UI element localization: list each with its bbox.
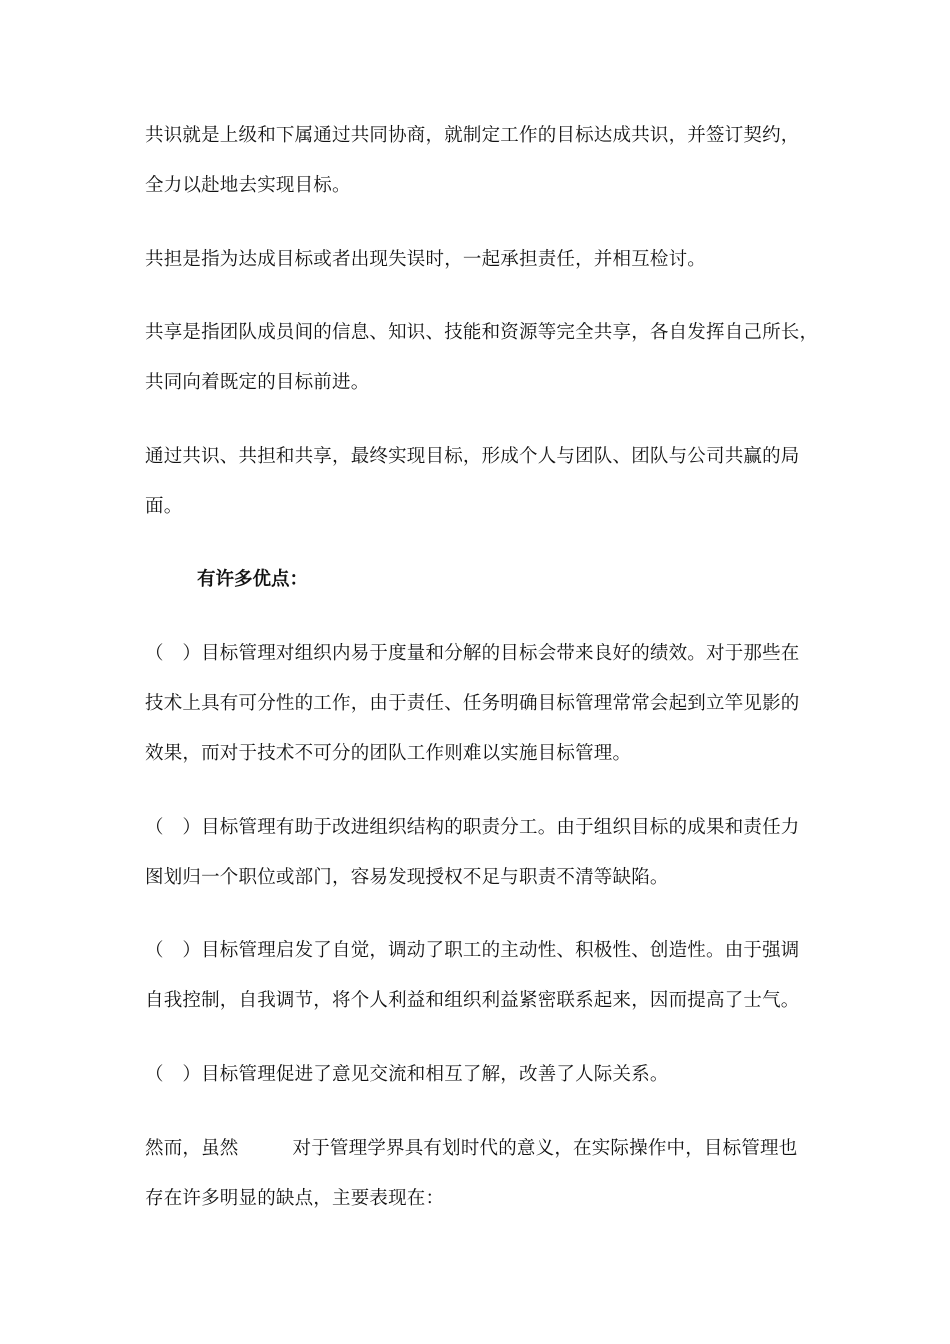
closing-paragraph-line-1: [145, 1137, 797, 1161]
advantage-item-1-line-3: 效果，而对于技术不可分的团队工作则难以实施目标管理。: [145, 743, 632, 764]
advantage-item-1-line-1: （ ）目标管理对组织内易于度量和分解的目标会带来良好的绩效。对于那些在: [145, 643, 800, 664]
advantage-item-4: （ ）目标管理促进了意见交流和相互了解，改善了人际关系。: [145, 1064, 669, 1085]
closing-line-1-end: 对于管理学界具有划时代的意义，在实际操作中，目标管理也: [292, 1138, 798, 1159]
paragraph-shared-responsibility: 共担是指为达成目标或者出现失误时，一起承担责任，并相互检讨。: [145, 249, 707, 270]
closing-line-1-start: 然而，虽然: [145, 1138, 239, 1159]
paragraph-sharing-line-1: 共享是指团队成员间的信息、知识、技能和资源等完全共享，各自发挥自己所长，: [145, 322, 819, 343]
closing-paragraph-line-2: 存在许多明显的缺点，主要表现在：: [145, 1188, 445, 1209]
advantage-item-2-line-2: 图划归一个职位或部门，容易发现授权不足与职责不清等缺陷。: [145, 867, 669, 888]
paragraph-summary-line-2: 面。: [145, 496, 183, 517]
paragraph-summary-line-1: 通过共识、共担和共享，最终实现目标，形成个人与团队、团队与公司共赢的局: [145, 446, 800, 467]
paragraph-consensus-line-1: 共识就是上级和下属通过共同协商，就制定工作的目标达成共识，并签订契约，: [145, 125, 800, 146]
paragraph-consensus-line-2: 全力以赴地去实现目标。: [145, 175, 351, 196]
advantage-item-3-line-2: 自我控制，自我调节，将个人利益和组织利益紧密联系起来，因而提高了士气。: [145, 990, 800, 1011]
advantage-item-1-line-2: 技术上具有可分性的工作，由于责任、任务明确目标管理常常会起到立竿见影的: [145, 693, 800, 714]
section-heading-advantages: 有许多优点：: [197, 569, 309, 590]
paragraph-sharing-line-2: 共同向着既定的目标前进。: [145, 372, 370, 393]
advantage-item-3-line-1: （ ）目标管理启发了自觉，调动了职工的主动性、积极性、创造性。由于强调: [145, 940, 800, 961]
advantage-item-2-line-1: （ ）目标管理有助于改进组织结构的职责分工。由于组织目标的成果和责任力: [145, 817, 800, 838]
